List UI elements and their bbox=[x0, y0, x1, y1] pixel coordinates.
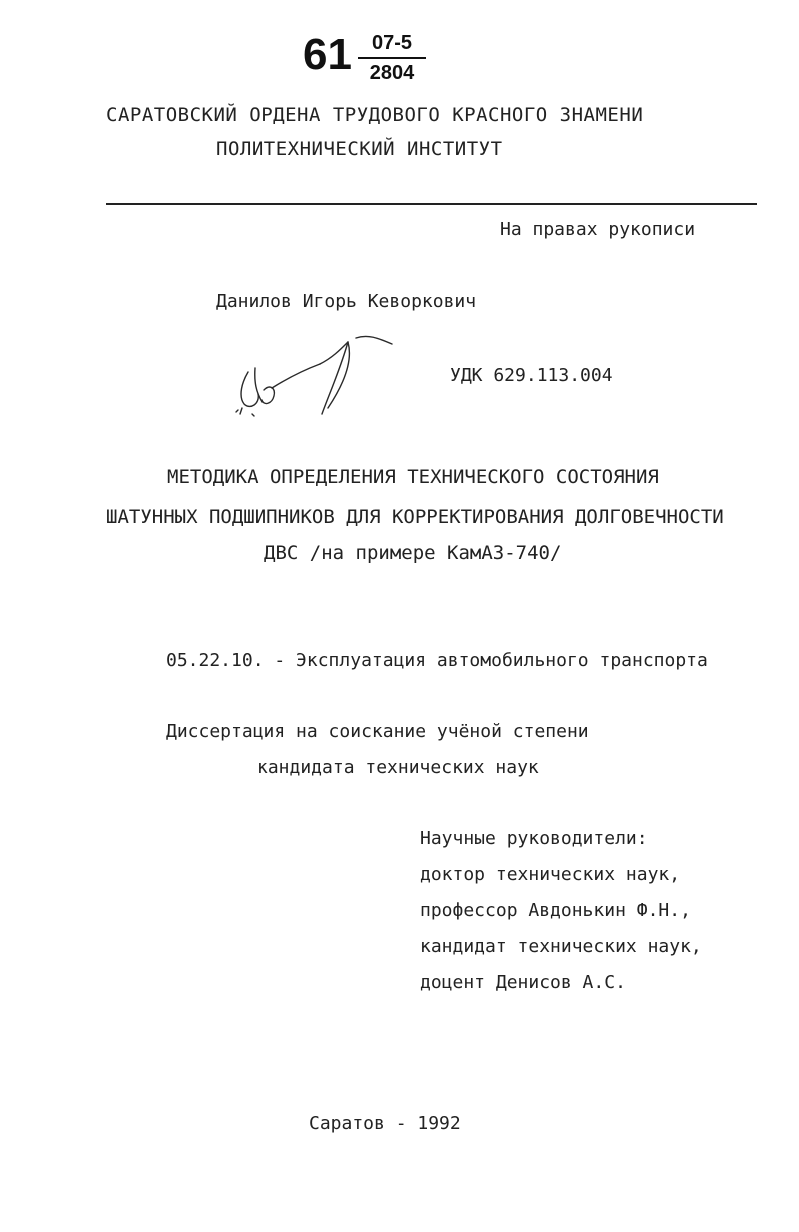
catalog-code-numerator: 07-5 bbox=[371, 32, 413, 54]
catalog-code-main: 61 bbox=[303, 30, 352, 79]
title-line-1: МЕТОДИКА ОПРЕДЕЛЕНИЯ ТЕХНИЧЕСКОГО СОСТОЯНИЯ bbox=[167, 466, 659, 488]
supervisor-line: доктор технических наук, bbox=[420, 864, 681, 885]
institute-line-1: САРАТОВСКИЙ ОРДЕНА ТРУДОВОГО КРАСНОГО ЗНАМЕНИ bbox=[106, 104, 644, 126]
supervisors-heading: Научные руководители: bbox=[420, 828, 648, 849]
institute-line-2: ПОЛИТЕХНИЧЕСКИЙ ИНСТИТУТ bbox=[216, 138, 503, 160]
supervisor-line: доцент Денисов А.С. bbox=[420, 972, 626, 993]
rights-note: На правах рукописи bbox=[500, 219, 696, 240]
supervisor-line: профессор Авдонькин Ф.Н., bbox=[420, 900, 691, 921]
dissertation-line-1: Диссертация на соискание учёной степени bbox=[166, 721, 589, 742]
handwritten-signature-icon bbox=[228, 330, 408, 440]
catalog-code-denominator: 2804 bbox=[369, 62, 415, 84]
author-name: Данилов Игорь Кеворкович bbox=[216, 291, 477, 312]
title-line-3: ДВС /на примере КамАЗ-740/ bbox=[264, 542, 562, 564]
udk-code: УДК 629.113.004 bbox=[450, 365, 613, 386]
dissertation-line-2: кандидата технических наук bbox=[257, 757, 539, 778]
title-line-2: ШАТУННЫХ ПОДШИПНИКОВ ДЛЯ КОРРЕКТИРОВАНИЯ ДОЛГОВЕЧНОСТИ bbox=[106, 506, 724, 528]
specialty: 05.22.10. - Эксплуатация автомобильного транспорта bbox=[166, 650, 708, 671]
catalog-code-fraction bbox=[358, 31, 426, 85]
fraction-bar bbox=[358, 57, 426, 59]
supervisor-line: кандидат технических наук, bbox=[420, 936, 702, 957]
header-divider bbox=[106, 203, 757, 205]
city-year: Саратов - 1992 bbox=[309, 1113, 461, 1134]
